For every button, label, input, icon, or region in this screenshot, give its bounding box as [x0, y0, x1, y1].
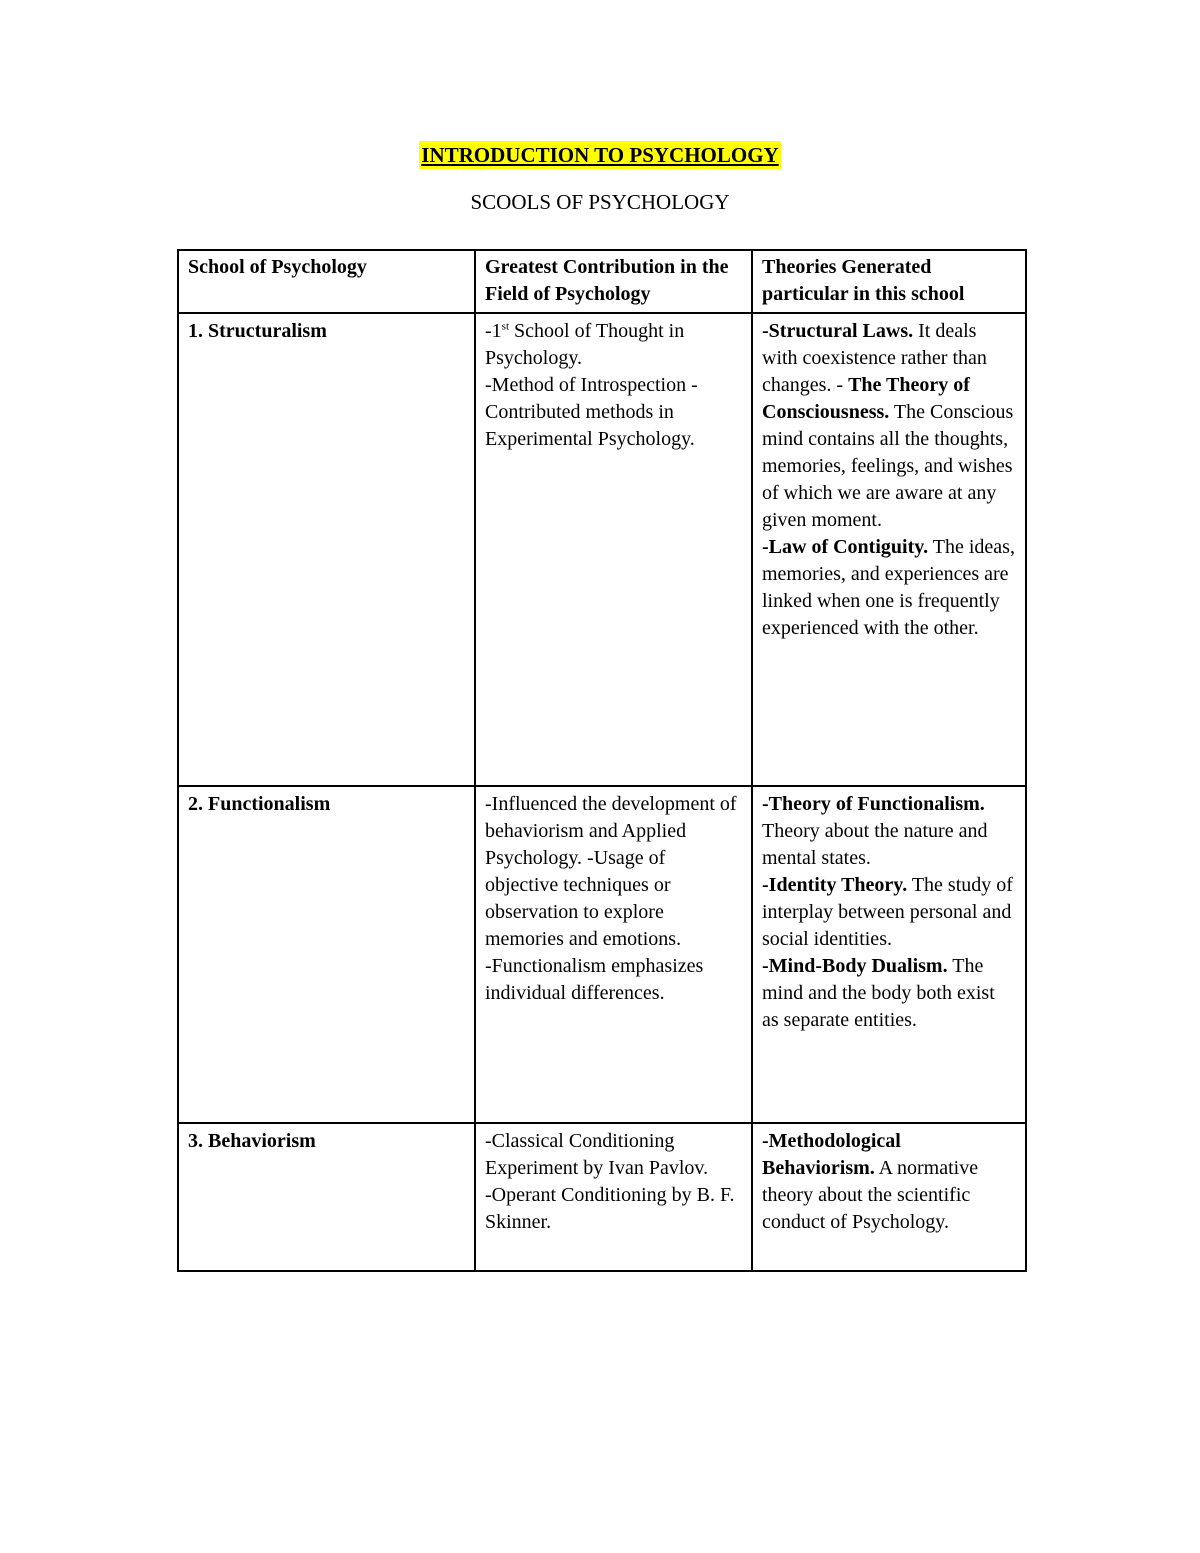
- table-row: [178, 786, 1026, 1123]
- contribution-entry: -Influenced the development of behaviorism and Applied Psychology. -Usage of objective techniques or observation to explore memories and emotions.: [485, 793, 737, 950]
- title-wrapper: [0, 141, 1200, 169]
- school-name-cell: 3. Behaviorism: [178, 1123, 475, 1271]
- theory-description: The Conscious mind contains all the thoughts, memories, feelings, and wishes of which we are aware at any given moment.: [762, 401, 1014, 531]
- theory-description: The study of interplay between personal and social identities.: [762, 874, 1013, 950]
- theories-cell: [752, 786, 1026, 1123]
- theory-entry: [762, 320, 1013, 531]
- ordinal-superscript: st: [501, 320, 510, 333]
- page-subtitle: SCOOLS OF PSYCHOLOGY: [470, 190, 730, 214]
- contribution-cell: [475, 786, 752, 1123]
- theory-entry: [762, 1128, 1016, 1236]
- theories-cell: [752, 313, 1026, 786]
- theory-description: The ideas, memories, and experiences are linked when one is frequently experienced with the other.: [762, 536, 1015, 639]
- school-name-cell: 2. Functionalism: [178, 786, 475, 1123]
- theory-term: -Methodological Behaviorism.: [762, 1130, 901, 1179]
- theory-entry: [762, 872, 1016, 953]
- theory-entry: [762, 791, 1016, 872]
- contribution-entry: -Method of Introspection - Contributed methods in Experimental Psychology.: [485, 374, 698, 450]
- table-row: [178, 1123, 1026, 1271]
- theory-term: -Identity Theory.: [762, 874, 908, 896]
- contribution-entry: -Operant Conditioning by B. F. Skinner.: [485, 1184, 735, 1233]
- contribution-entry: -Functionalism emphasizes individual differences.: [485, 955, 704, 1004]
- theory-entry: [762, 534, 1016, 642]
- contribution-text: School of Thought in Psychology.: [485, 320, 685, 369]
- theory-description: It deals with coexistence rather than changes. -: [762, 320, 987, 396]
- theories-cell: [752, 1123, 1026, 1271]
- theory-entry: [762, 953, 1016, 1034]
- page-title: INTRODUCTION TO PSYCHOLOGY: [421, 143, 779, 167]
- theory-term: -Theory of Functionalism.: [762, 793, 985, 815]
- theory-description: Theory about the nature and mental states.: [762, 820, 988, 869]
- theory-description: A normative theory about the scientific conduct of Psychology.: [762, 1157, 979, 1233]
- contribution-entry: [485, 318, 742, 372]
- header-school: School of Psychology: [178, 250, 475, 313]
- theory-term: The Theory of Consciousness.: [762, 374, 970, 423]
- contribution-entry: -Classical Conditioning Experiment by Ivan Pavlov.: [485, 1130, 709, 1179]
- header-contribution: Greatest Contribution in the Field of Psychology: [475, 250, 752, 313]
- theory-term: -Structural Laws.: [762, 320, 914, 342]
- table-row: [178, 313, 1026, 786]
- theory-description: The mind and the body both exist as separate entities.: [762, 955, 995, 1031]
- schools-table: [177, 249, 1027, 1272]
- contribution-cell: [475, 1123, 752, 1271]
- header-theories: Theories Generated particular in this school: [752, 250, 1026, 313]
- theory-term: -Mind-Body Dualism.: [762, 955, 948, 977]
- school-name-cell: 1. Structuralism: [178, 313, 475, 786]
- table-header-row: [178, 250, 1026, 313]
- theory-term: -Law of Contiguity.: [762, 536, 929, 558]
- contribution-cell: [475, 313, 752, 786]
- contribution-prefix: -1: [485, 320, 502, 342]
